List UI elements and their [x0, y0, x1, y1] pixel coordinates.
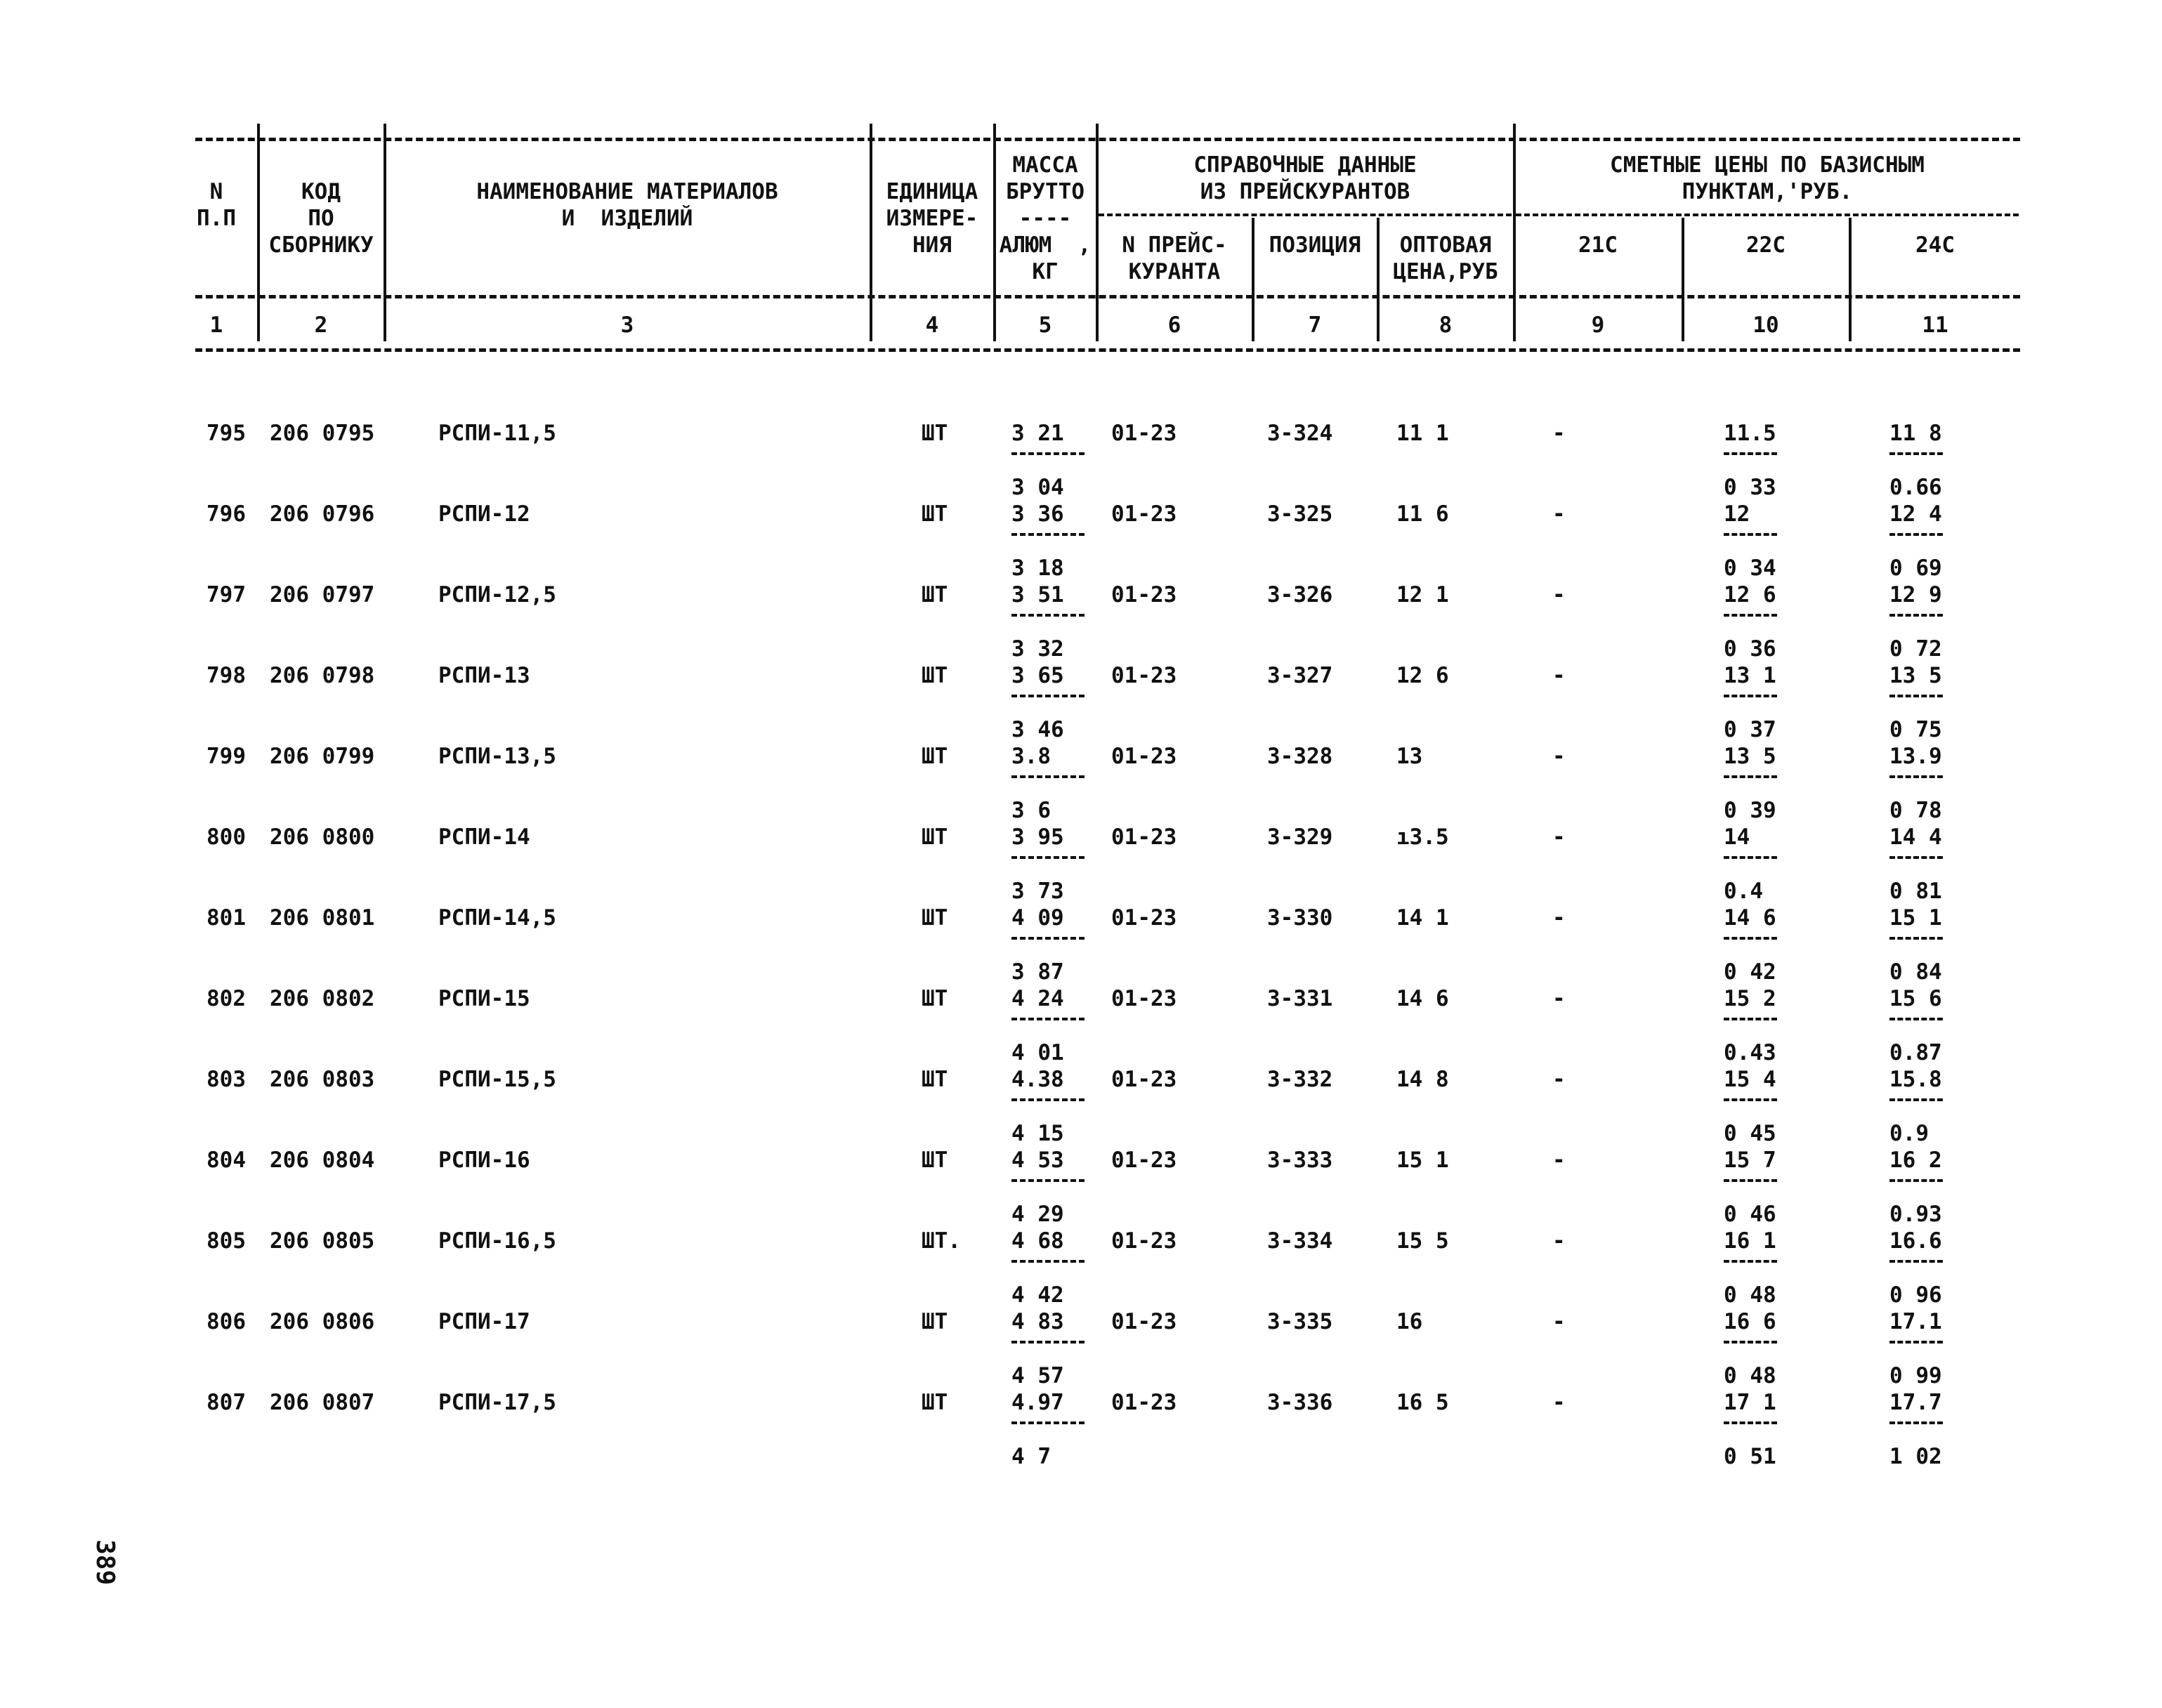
cell-price-22c: 12 — [1724, 501, 1750, 527]
cell-name: РСПИ-14,5 — [438, 905, 556, 931]
fraction-rule — [1889, 1421, 1943, 1424]
fraction-rule — [1889, 695, 1943, 697]
cell-number: 806 — [207, 1309, 246, 1334]
cell-unit: ШТ — [922, 825, 948, 850]
cell-mass-alum: 3 73 — [1011, 879, 1064, 904]
table-top-rule — [195, 138, 2020, 141]
cell-unit: ШТ — [922, 744, 948, 769]
cell-wholesale-price: 11 1 — [1396, 421, 1449, 446]
cell-price-24c: 17.7 — [1889, 1390, 1942, 1415]
numbers-bottom-rule — [195, 348, 2020, 352]
cell-name: РСПИ-15 — [438, 986, 530, 1011]
header-col5-top: МАССА БРУТТО — [1006, 152, 1085, 204]
cell-price-24c: 17.1 — [1889, 1309, 1942, 1334]
cell-mass-gross: 4 24 — [1011, 986, 1064, 1011]
cell-mass-gross: 4 83 — [1011, 1309, 1064, 1334]
cell-price-24c-sub: 0 84 — [1889, 959, 1942, 985]
cell-mass-alum: 4 29 — [1011, 1202, 1064, 1227]
cell-price-24c-sub: 0 75 — [1889, 717, 1942, 742]
fraction-rule — [1889, 1018, 1943, 1020]
fraction-rule — [1011, 775, 1085, 778]
cell-position: 3-324 — [1267, 421, 1333, 446]
cell-code: 206 0797 — [270, 582, 375, 607]
header-group-reference: СПРАВОЧНЫЕ ДАННЫЕ ИЗ ПРЕЙСКУРАНТОВ — [1193, 152, 1417, 204]
cell-position: 3-334 — [1267, 1228, 1333, 1254]
cell-mass-gross: 3 36 — [1011, 501, 1064, 527]
page-number: 389 — [91, 1539, 119, 1586]
cell-price-21c: - — [1552, 501, 1566, 527]
cell-wholesale-price: 12 6 — [1396, 663, 1449, 688]
fraction-rule — [1889, 1260, 1943, 1263]
cell-position: 3-330 — [1267, 905, 1333, 931]
cell-name: РСПИ-12,5 — [438, 582, 556, 607]
header-col1: N П.П — [197, 179, 236, 231]
cell-pricelist: 01-23 — [1111, 582, 1177, 607]
cell-price-24c-sub: 0 81 — [1889, 879, 1942, 904]
cell-price-24c: 13.9 — [1889, 744, 1942, 769]
cell-mass-alum: 3 04 — [1011, 475, 1064, 500]
cell-name: РСПИ-11,5 — [438, 421, 556, 446]
cell-price-24c: 14 4 — [1889, 825, 1942, 850]
cell-mass-alum: 3 46 — [1011, 717, 1064, 742]
cell-wholesale-price: ı3.5 — [1396, 825, 1449, 850]
column-number: 6 — [1167, 313, 1181, 338]
column-number: 3 — [620, 313, 634, 338]
cell-price-22c: 15 4 — [1724, 1067, 1776, 1092]
fraction-rule — [1889, 1098, 1943, 1101]
column-number: 7 — [1308, 313, 1322, 338]
cell-pricelist: 01-23 — [1111, 825, 1177, 850]
cell-price-24c: 13 5 — [1889, 663, 1942, 688]
cell-position: 3-326 — [1267, 582, 1333, 607]
cell-wholesale-price: 14 1 — [1396, 905, 1449, 931]
cell-code: 206 0800 — [270, 825, 375, 850]
cell-number: 797 — [207, 582, 246, 607]
cell-price-21c: - — [1552, 1390, 1566, 1415]
cell-number: 796 — [207, 501, 246, 527]
cell-name: РСПИ-14 — [438, 825, 530, 850]
cell-number: 805 — [207, 1228, 246, 1254]
cell-position: 3-331 — [1267, 986, 1333, 1011]
cell-price-22c-sub: 0.4 — [1724, 879, 1763, 904]
cell-price-21c: - — [1552, 986, 1566, 1011]
cell-price-24c-sub: 0.66 — [1889, 475, 1942, 500]
cell-price-24c: 15.8 — [1889, 1067, 1942, 1092]
cell-position: 3-333 — [1267, 1148, 1333, 1173]
cell-mass-alum: 3 87 — [1011, 959, 1064, 985]
cell-mass-gross: 4 53 — [1011, 1148, 1064, 1173]
cell-price-22c-sub: 0 45 — [1724, 1121, 1776, 1146]
cell-price-24c: 16 2 — [1889, 1148, 1942, 1173]
cell-unit: ШТ — [922, 1067, 948, 1092]
cell-name: РСПИ-16,5 — [438, 1228, 556, 1254]
cell-price-21c: - — [1552, 421, 1566, 446]
cell-mass-alum: 3 32 — [1011, 636, 1064, 662]
cell-price-24c: 12 9 — [1889, 582, 1942, 607]
header-col6: N ПРЕЙС- КУРАНТА — [1122, 232, 1227, 284]
cell-pricelist: 01-23 — [1111, 1390, 1177, 1415]
header-col5-bottom: АЛЮМ , КГ — [999, 232, 1092, 284]
cell-wholesale-price: 13 — [1396, 744, 1423, 769]
cell-wholesale-price: 16 — [1396, 1309, 1423, 1334]
fraction-rule — [1724, 1260, 1777, 1263]
cell-price-22c-sub: 0 46 — [1724, 1202, 1776, 1227]
cell-pricelist: 01-23 — [1111, 1309, 1177, 1334]
cell-number: 800 — [207, 825, 246, 850]
cell-unit: ШТ. — [922, 1228, 961, 1254]
cell-code: 206 0801 — [270, 905, 375, 931]
header-col11: 24С — [1915, 232, 1955, 258]
cell-price-22c-sub: 0 51 — [1724, 1444, 1776, 1469]
cell-name: РСПИ-17,5 — [438, 1390, 556, 1415]
cell-price-22c-sub: 0 48 — [1724, 1282, 1776, 1308]
fraction-rule — [1889, 937, 1943, 940]
cell-price-22c: 14 — [1724, 825, 1750, 850]
fraction-rule — [1011, 533, 1085, 536]
column-number: 4 — [925, 313, 939, 338]
cell-pricelist: 01-23 — [1111, 501, 1177, 527]
fraction-rule — [1011, 695, 1085, 697]
cell-price-24c-sub: 0.87 — [1889, 1040, 1942, 1065]
fraction-rule — [1724, 533, 1777, 536]
cell-name: РСПИ-13,5 — [438, 744, 556, 769]
cell-price-22c-sub: 0 39 — [1724, 798, 1776, 823]
cell-mass-gross: 3 65 — [1011, 663, 1064, 688]
cell-price-24c: 12 4 — [1889, 501, 1942, 527]
cell-unit: ШТ — [922, 582, 948, 607]
cell-mass-alum: 3 6 — [1011, 798, 1051, 823]
cell-unit: ШТ — [922, 501, 948, 527]
cell-number: 795 — [207, 421, 246, 446]
cell-mass-gross: 4 09 — [1011, 905, 1064, 931]
fraction-rule — [1724, 1341, 1777, 1344]
cell-number: 801 — [207, 905, 246, 931]
cell-pricelist: 01-23 — [1111, 421, 1177, 446]
cell-code: 206 0803 — [270, 1067, 375, 1092]
cell-name: РСПИ-12 — [438, 501, 530, 527]
cell-pricelist: 01-23 — [1111, 744, 1177, 769]
header-col10: 22С — [1746, 232, 1786, 258]
fraction-rule — [1011, 1018, 1085, 1020]
cell-unit: ШТ — [922, 1390, 948, 1415]
cell-code: 206 0807 — [270, 1390, 375, 1415]
fraction-rule — [1724, 614, 1777, 617]
cell-price-21c: - — [1552, 1067, 1566, 1092]
cell-wholesale-price: 16 5 — [1396, 1390, 1449, 1415]
cell-price-21c: - — [1552, 744, 1566, 769]
cell-price-22c-sub: 0.43 — [1724, 1040, 1776, 1065]
fraction-rule — [1724, 1421, 1777, 1424]
cell-wholesale-price: 14 8 — [1396, 1067, 1449, 1092]
cell-price-22c-sub: 0 37 — [1724, 717, 1776, 742]
cell-number: 804 — [207, 1148, 246, 1173]
header-col4: ЕДИНИЦА ИЗМЕРЕ- НИЯ — [886, 179, 978, 258]
cell-price-22c-sub: 0 48 — [1724, 1363, 1776, 1388]
cell-mass-alum: 4 42 — [1011, 1282, 1064, 1308]
cell-mass-alum: 4 01 — [1011, 1040, 1064, 1065]
fraction-rule — [1011, 1341, 1085, 1344]
cell-price-24c-sub: 0.9 — [1889, 1121, 1929, 1146]
cell-price-21c: - — [1552, 582, 1566, 607]
header-group-prices: СМЕТНЫЕ ЦЕНЫ ПО БАЗИСНЫМ ПУНКТАМ,'РУБ. — [1610, 152, 1925, 204]
fraction-rule — [1011, 937, 1085, 940]
cell-price-24c-sub: 0 99 — [1889, 1363, 1942, 1388]
fraction-rule — [1724, 1018, 1777, 1020]
fraction-rule — [1011, 614, 1085, 617]
cell-mass-gross: 4 68 — [1011, 1228, 1064, 1254]
cell-price-22c-sub: 0 34 — [1724, 556, 1776, 581]
cell-price-22c: 17 1 — [1724, 1390, 1776, 1415]
fraction-rule — [1011, 1260, 1085, 1263]
cell-position: 3-335 — [1267, 1309, 1333, 1334]
cell-price-22c: 12 6 — [1724, 582, 1776, 607]
cell-mass-gross: 3 51 — [1011, 582, 1064, 607]
cell-code: 206 0804 — [270, 1148, 375, 1173]
cell-mass-gross: 3 21 — [1011, 421, 1064, 446]
cell-price-22c: 13 1 — [1724, 663, 1776, 688]
fraction-rule — [1889, 856, 1943, 859]
cell-code: 206 0805 — [270, 1228, 375, 1254]
cell-code: 206 0795 — [270, 421, 375, 446]
fraction-rule — [1724, 1179, 1777, 1182]
cell-price-21c: - — [1552, 1309, 1566, 1334]
cell-price-22c: 14 6 — [1724, 905, 1776, 931]
cell-position: 3-325 — [1267, 501, 1333, 527]
cell-number: 798 — [207, 663, 246, 688]
cell-mass-alum: 3 18 — [1011, 556, 1064, 581]
cell-unit: ШТ — [922, 421, 948, 446]
fraction-rule — [1011, 1179, 1085, 1182]
cell-price-21c: - — [1552, 1148, 1566, 1173]
fraction-rule — [1011, 1098, 1085, 1101]
cell-price-24c: 11 8 — [1889, 421, 1942, 446]
cell-mass-alum: 4 57 — [1011, 1363, 1064, 1388]
column-number: 1 — [209, 313, 223, 338]
cell-unit: ШТ — [922, 905, 948, 931]
column-number: 8 — [1439, 313, 1453, 338]
cell-position: 3-336 — [1267, 1390, 1333, 1415]
cell-price-22c-sub: 0 42 — [1724, 959, 1776, 985]
cell-price-22c-sub: 0 36 — [1724, 636, 1776, 662]
fraction-rule — [1889, 533, 1943, 536]
cell-code: 206 0806 — [270, 1309, 375, 1334]
header-col8: ОПТОВАЯ ЦЕНА,РУБ — [1393, 232, 1498, 284]
cell-wholesale-price: 15 5 — [1396, 1228, 1449, 1254]
header-col5-dash: ---- — [1018, 206, 1072, 231]
header-col7: ПОЗИЦИЯ — [1269, 232, 1361, 258]
cell-price-21c: - — [1552, 663, 1566, 688]
cell-number: 803 — [207, 1067, 246, 1092]
cell-mass-gross: 3 95 — [1011, 825, 1064, 850]
fraction-rule — [1724, 775, 1777, 778]
cell-price-24c: 15 6 — [1889, 986, 1942, 1011]
cell-number: 807 — [207, 1390, 246, 1415]
fraction-rule — [1724, 937, 1777, 940]
cell-price-24c-sub: 1 02 — [1889, 1444, 1942, 1469]
cell-wholesale-price: 14 6 — [1396, 986, 1449, 1011]
cell-price-22c-sub: 0 33 — [1724, 475, 1776, 500]
cell-code: 206 0799 — [270, 744, 375, 769]
cell-mass-alum: 4 7 — [1011, 1444, 1051, 1469]
cell-wholesale-price: 12 1 — [1396, 582, 1449, 607]
fraction-rule — [1724, 856, 1777, 859]
fraction-rule — [1724, 695, 1777, 697]
cell-unit: ШТ — [922, 1309, 948, 1334]
cell-price-24c-sub: 0 78 — [1889, 798, 1942, 823]
cell-price-22c: 16 1 — [1724, 1228, 1776, 1254]
cell-position: 3-327 — [1267, 663, 1333, 688]
fraction-rule — [1889, 1341, 1943, 1344]
cell-pricelist: 01-23 — [1111, 905, 1177, 931]
cell-price-24c-sub: 0 96 — [1889, 1282, 1942, 1308]
cell-price-21c: - — [1552, 825, 1566, 850]
cell-code: 206 0798 — [270, 663, 375, 688]
cell-number: 799 — [207, 744, 246, 769]
column-number: 2 — [314, 313, 328, 338]
cell-price-24c: 15 1 — [1889, 905, 1942, 931]
cell-unit: ШТ — [922, 663, 948, 688]
cell-price-22c: 11.5 — [1724, 421, 1776, 446]
cell-mass-gross: 3.8 — [1011, 744, 1051, 769]
column-number: 5 — [1038, 313, 1052, 338]
fraction-rule — [1889, 452, 1943, 455]
header-bottom-rule — [195, 295, 2020, 298]
cell-price-22c: 15 2 — [1724, 986, 1776, 1011]
header-col2: КОД ПО СБОРНИКУ — [268, 179, 374, 258]
cell-code: 206 0802 — [270, 986, 375, 1011]
cell-position: 3-332 — [1267, 1067, 1333, 1092]
header-col3: НАИМЕНОВАНИЕ МАТЕРИАЛОВ И ИЗДЕЛИЙ — [476, 179, 778, 231]
cell-price-24c: 16.6 — [1889, 1228, 1942, 1254]
fraction-rule — [1011, 856, 1085, 859]
cell-unit: ШТ — [922, 986, 948, 1011]
cell-name: РСПИ-17 — [438, 1309, 530, 1334]
column-number: 11 — [1922, 313, 1948, 338]
cell-name: РСПИ-13 — [438, 663, 530, 688]
cell-pricelist: 01-23 — [1111, 1148, 1177, 1173]
cell-wholesale-price: 11 6 — [1396, 501, 1449, 527]
group-ref-underline — [1099, 214, 1512, 216]
cell-mass-gross: 4.38 — [1011, 1067, 1064, 1092]
cell-name: РСПИ-15,5 — [438, 1067, 556, 1092]
fraction-rule — [1724, 1098, 1777, 1101]
cell-wholesale-price: 15 1 — [1396, 1148, 1449, 1173]
cell-price-24c-sub: 0 72 — [1889, 636, 1942, 662]
cell-pricelist: 01-23 — [1111, 986, 1177, 1011]
cell-code: 206 0796 — [270, 501, 375, 527]
col-divider-2 — [384, 124, 386, 341]
column-number: 9 — [1591, 313, 1605, 338]
fraction-rule — [1011, 1421, 1085, 1424]
fraction-rule — [1889, 1179, 1943, 1182]
fraction-rule — [1724, 452, 1777, 455]
column-number: 10 — [1752, 313, 1779, 338]
fraction-rule — [1889, 775, 1943, 778]
header-col9: 21С — [1578, 232, 1618, 258]
cell-name: РСПИ-16 — [438, 1148, 530, 1173]
cell-price-22c: 15 7 — [1724, 1148, 1776, 1173]
cell-price-21c: - — [1552, 905, 1566, 931]
cell-number: 802 — [207, 986, 246, 1011]
cell-mass-gross: 4.97 — [1011, 1390, 1064, 1415]
cell-price-22c: 13 5 — [1724, 744, 1776, 769]
group-price-underline — [1516, 214, 2019, 216]
cell-pricelist: 01-23 — [1111, 1228, 1177, 1254]
cell-price-22c: 16 6 — [1724, 1309, 1776, 1334]
cell-mass-alum: 4 15 — [1011, 1121, 1064, 1146]
cell-price-24c-sub: 0 69 — [1889, 556, 1942, 581]
fraction-rule — [1011, 452, 1085, 455]
cell-price-21c: - — [1552, 1228, 1566, 1254]
cell-pricelist: 01-23 — [1111, 1067, 1177, 1092]
cell-unit: ШТ — [922, 1148, 948, 1173]
cell-position: 3-328 — [1267, 744, 1333, 769]
fraction-rule — [1889, 614, 1943, 617]
cell-price-24c-sub: 0.93 — [1889, 1202, 1942, 1227]
cell-pricelist: 01-23 — [1111, 663, 1177, 688]
cell-position: 3-329 — [1267, 825, 1333, 850]
